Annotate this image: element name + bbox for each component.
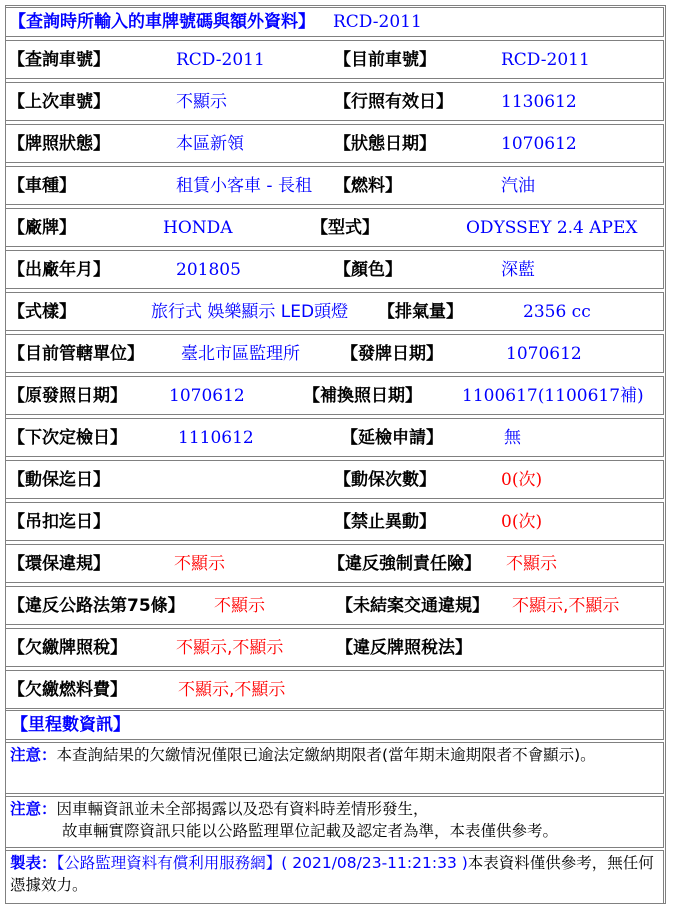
field-label: 【吊扣迄日】 — [8, 512, 110, 532]
data-row — [5, 40, 664, 79]
note-2-line2: 故車輛實際資訊只能以公路監理單位記載及認定者為準，本表僅供參考。 — [62, 822, 559, 840]
field-value: 無 — [504, 428, 521, 448]
data-row — [5, 124, 664, 163]
field-value: 不顯示,不顯示 — [512, 596, 620, 616]
field-label: 【上次車號】 — [8, 92, 110, 112]
field-value: 201805 — [176, 260, 241, 280]
field-label: 【環保違規】 — [8, 554, 110, 574]
field-label: 【排氣量】 — [378, 302, 463, 322]
note-2 — [5, 796, 664, 848]
field-label: 【延檢申請】 — [341, 428, 443, 448]
field-label: 【行照有效日】 — [334, 92, 453, 112]
field-value: 深藍 — [501, 260, 535, 280]
field-value: HONDA — [163, 218, 233, 238]
field-label: 【顏色】 — [334, 260, 402, 280]
field-value: RCD-2011 — [176, 50, 265, 70]
field-value: 租賃小客車 - 長租 — [176, 176, 312, 196]
field-value: 汽油 — [501, 176, 535, 196]
field-label: 【欠繳牌照稅】 — [8, 638, 127, 658]
data-row — [5, 250, 664, 289]
field-value: 2356 cc — [523, 302, 591, 322]
field-label: 【廠牌】 — [8, 218, 76, 238]
data-row — [5, 460, 664, 499]
field-value: 1100617(1100617補) — [462, 386, 644, 406]
header-row — [5, 7, 664, 37]
data-row — [5, 208, 664, 247]
field-value: 本區新領 — [176, 134, 244, 154]
field-value: 0(次) — [501, 470, 543, 490]
field-value: 旅行式 娛樂顯示 LED頭燈 — [151, 302, 349, 322]
field-label: 【查詢車號】 — [8, 50, 110, 70]
field-label: 【目前車號】 — [334, 50, 436, 70]
field-label: 【動保迄日】 — [8, 470, 110, 490]
data-row — [5, 292, 664, 331]
field-label: 【原發照日期】 — [8, 386, 127, 406]
field-value: 臺北市區監理所 — [181, 344, 300, 364]
field-value: RCD-2011 — [501, 50, 590, 70]
field-value: 不顯示 — [214, 596, 265, 616]
mileage-label: 【里程數資訊】 — [11, 715, 130, 735]
field-label: 【目前管轄單位】 — [8, 344, 144, 364]
field-value: 不顯示 — [176, 92, 227, 112]
field-label: 【發牌日期】 — [341, 344, 443, 364]
data-row — [5, 418, 664, 457]
data-row — [5, 670, 664, 709]
note-1 — [5, 742, 664, 794]
field-value: 1070612 — [501, 134, 577, 154]
maker-time: ( 2021/08/23-11:21:33 ) — [281, 854, 468, 872]
field-label: 【狀態日期】 — [334, 134, 436, 154]
field-label: 【動保次數】 — [334, 470, 436, 490]
header-plate: RCD-2011 — [333, 12, 422, 32]
field-label: 【牌照狀態】 — [8, 134, 110, 154]
field-value: 1070612 — [506, 344, 582, 364]
note-2-line1: 因車輛資訊並未全部揭露以及恐有資料時差情形發生， — [56, 800, 429, 818]
data-row — [5, 334, 664, 373]
field-label: 【違反牌照稅法】 — [336, 638, 472, 658]
field-value: ODYSSEY 2.4 APEX — [466, 218, 638, 238]
data-row — [5, 628, 664, 667]
field-label: 【欠繳燃料費】 — [8, 680, 127, 700]
data-row — [5, 502, 664, 541]
data-row — [5, 82, 664, 121]
field-label: 【禁止異動】 — [334, 512, 436, 532]
field-label: 【型式】 — [311, 218, 379, 238]
field-label: 【下次定檢日】 — [8, 428, 127, 448]
field-label: 【違反強制責任險】 — [328, 554, 481, 574]
field-value: 1110612 — [178, 428, 254, 448]
data-row — [5, 166, 664, 205]
field-value: 不顯示,不顯示 — [176, 638, 284, 658]
maker-text: 本表資料僅供參考，無任何憑據效力。 — [10, 854, 654, 894]
field-value: 1130612 — [501, 92, 577, 112]
field-value: 不顯示 — [174, 554, 225, 574]
field-value: 不顯示,不顯示 — [178, 680, 286, 700]
field-label: 【式樣】 — [8, 302, 76, 322]
data-row — [5, 544, 664, 583]
field-label: 【出廠年月】 — [8, 260, 110, 280]
note-1-title: 注意： — [10, 746, 57, 764]
maker-title: 製表： — [10, 854, 57, 872]
header-label: 【查詢時所輸入的車牌號碼與額外資料】 — [9, 12, 315, 32]
field-label: 【燃料】 — [334, 176, 402, 196]
maker-source: 【公路監理資料有償利用服務網】 — [56, 854, 282, 872]
note-2-title: 注意： — [10, 800, 57, 818]
maker-note — [5, 850, 664, 904]
field-label: 【補換照日期】 — [303, 386, 422, 406]
mileage-row — [5, 710, 664, 740]
data-row — [5, 586, 664, 625]
data-row — [5, 376, 664, 415]
note-1-text: 本查詢結果的欠繳情況僅限已逾法定繳納期限者(當年期末逾期限者不會顯示)。 — [56, 746, 596, 764]
field-label: 【未結案交通違規】 — [336, 596, 489, 616]
field-label: 【車種】 — [8, 176, 76, 196]
field-value: 0(次) — [501, 512, 543, 532]
field-value: 1070612 — [169, 386, 245, 406]
field-label: 【違反公路法第75條】 — [8, 596, 185, 616]
field-value: 不顯示 — [506, 554, 557, 574]
